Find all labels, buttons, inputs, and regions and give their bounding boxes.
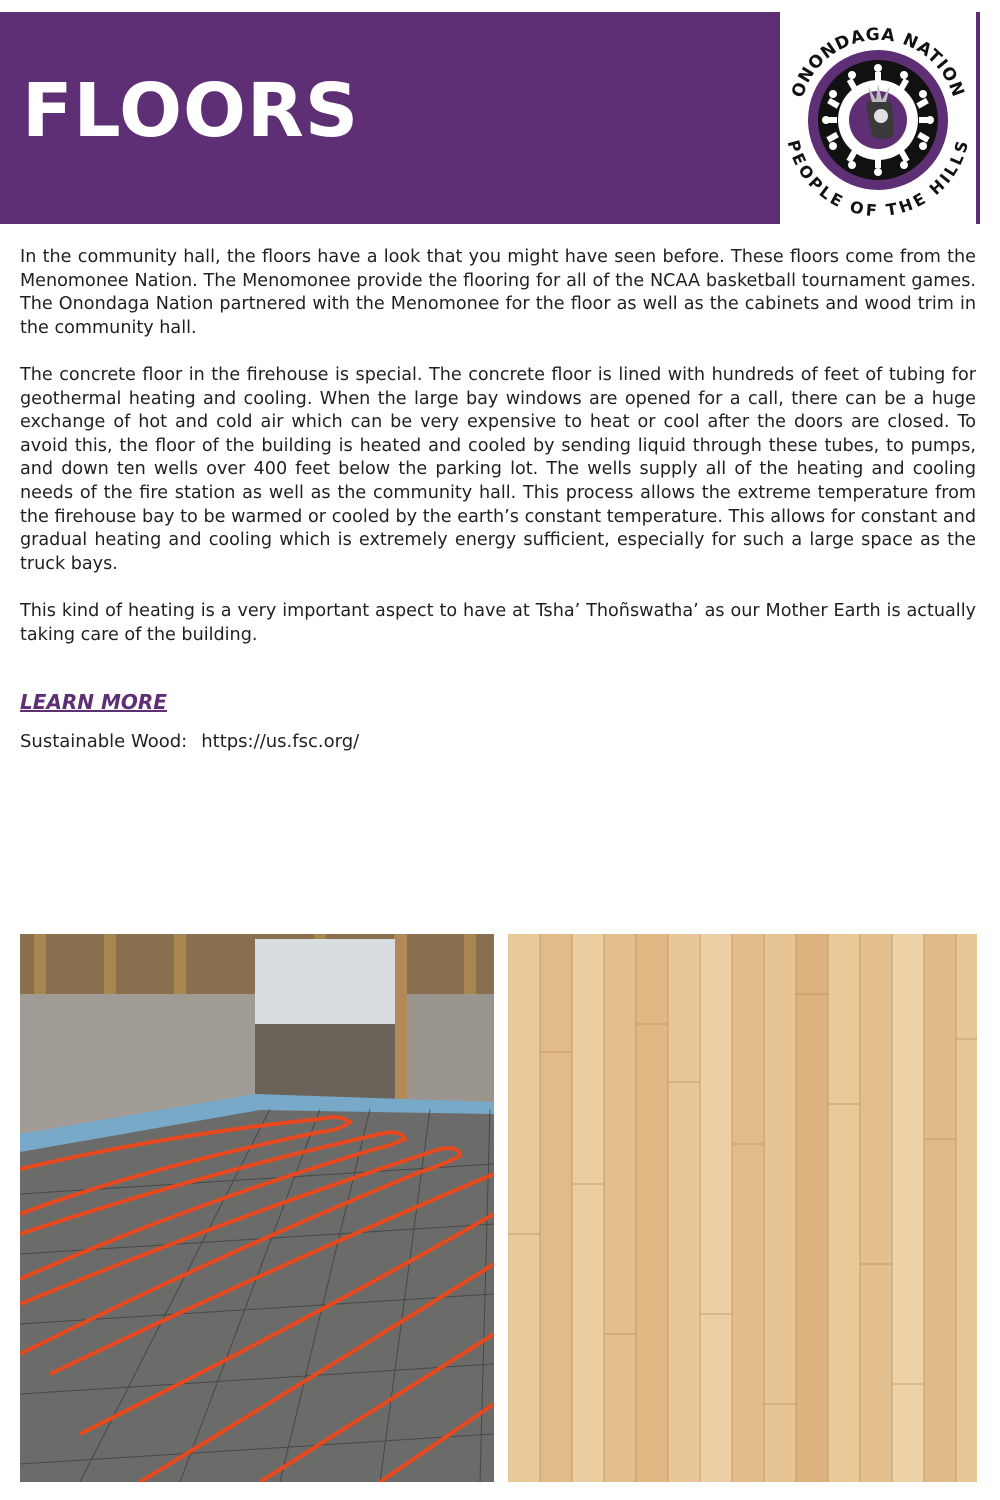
photo-radiant-tubing [20, 934, 494, 1482]
body-text [20, 246, 976, 671]
paragraph-firehouse-floor: The concrete floor in the firehouse is special. The concrete floor is lined with hundreds of feet of tubing for geothermal heating and cooling. When the large bay windows are opened for a call, there can be a huge exchange of hot and cold air which can be very expensive to heat or cool after the doors are closed. To avoid this, the floor of the building is heated and cooled by sending liquid through these tubes, to pumps, and down ten wells over 400 feet below the parking lot. The wells supply all of the heating and cooling needs of the fire station as well as the community hall. This process allows the extreme temperature from the firehouse bay to be warmed or cooled by the earth’s constant temperature. This allows for constant and gradual heating and cooling which is extremely energy sufficient, especially for such a large space as the truck bays. [20, 364, 976, 574]
resource-url-link[interactable]: https://us.fsc.org/ [201, 731, 360, 752]
resource-line [20, 731, 359, 752]
header-band [0, 12, 980, 224]
hardwood-photo-icon [508, 934, 977, 1482]
logo-seal-icon [780, 12, 976, 224]
paragraph-community-hall: In the community hall, the floors have a look that you might have seen before. These floors come from the Menomonee Nation. The Menomonee provide the flooring for all of the NCAA basketball tournament games. The Onondaga Nation partnered with the Menomonee for the floor as well as the cabinets and wood trim in the community hall. [20, 247, 976, 338]
photo-maple-floor [508, 934, 977, 1482]
page-title: FLOORS [22, 68, 360, 154]
resource-label: Sustainable Wood: [20, 731, 188, 752]
tubing-photo-icon [20, 934, 494, 1482]
onondaga-nation-logo [780, 12, 976, 224]
svg-text:ONONDAGA NATION: ONONDAGA NATION [787, 24, 968, 101]
paragraph-mother-earth: This kind of heating is a very important aspect to have at Tsha’ Thoñswatha’ as our Mother Earth is actually taking care of the building. [20, 600, 976, 645]
svg-text:PEOPLE OF THE HILLS: PEOPLE OF THE HILLS [783, 137, 973, 221]
learn-more-link[interactable]: LEARN MORE [20, 690, 167, 714]
